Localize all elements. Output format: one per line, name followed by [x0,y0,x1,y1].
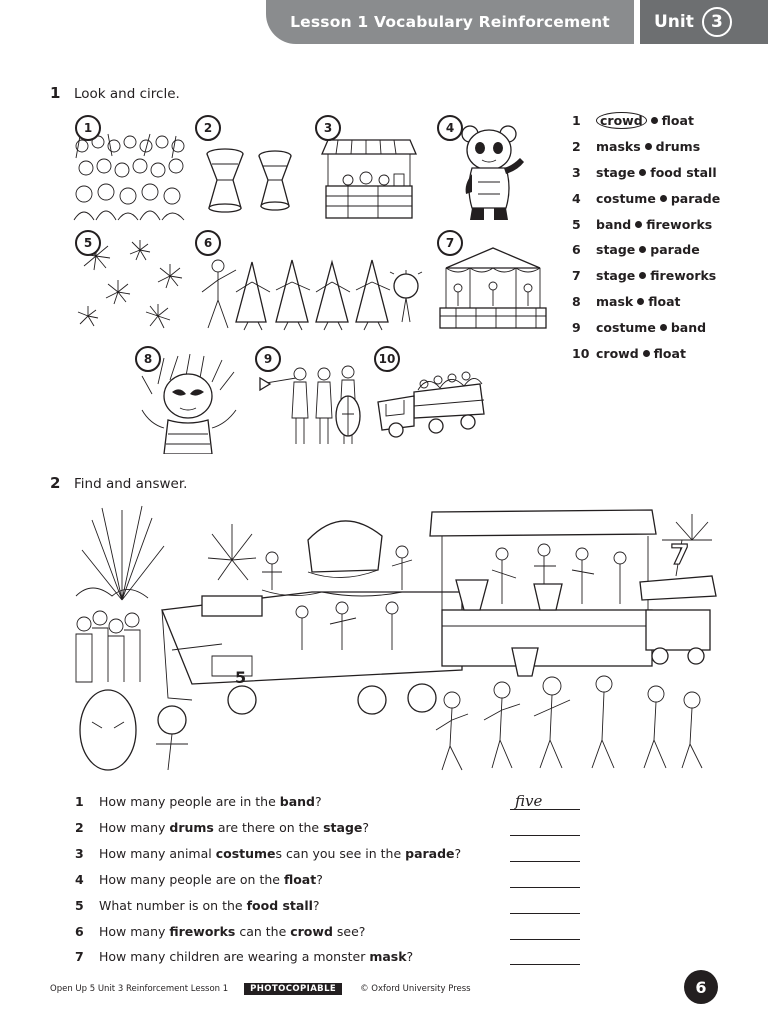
question-text [99,820,369,835]
bullet-dot [645,143,652,150]
keyword: band [279,793,315,809]
question-fragment: How many people are in the [99,793,280,809]
carnival-scene-picture [72,500,720,776]
parade-picture [196,252,424,332]
word-choice-row [572,185,762,211]
exercise-1-instruction: Look and circle. [74,86,180,102]
question-number: 3 [75,845,84,861]
question-number: 2 [75,819,84,835]
word-option-a[interactable]: crowd [596,345,639,361]
question-row [75,790,595,812]
question-fragment: can the [235,923,291,939]
answer-text: five [515,792,543,810]
answer-line[interactable] [510,835,580,836]
word-option-b[interactable]: food stall [650,164,717,180]
word-choice-row [572,211,762,237]
word-option-b[interactable]: float [653,345,686,361]
word-choice-row [572,134,762,160]
footer-book-info: Open Up 5 Unit 3 Reinforcement Lesson 1 [50,984,229,994]
word-option-b[interactable]: parade [670,190,721,206]
word-choice-number: 2 [572,139,581,155]
picture-number-4: 4 [437,115,463,141]
word-choice-number: 8 [572,293,581,309]
exercise-2-number: 2 [50,474,61,492]
picture-number-3: 3 [315,115,341,141]
picture-number-5: 5 [75,230,101,256]
word-choice-number: 6 [572,242,581,258]
word-option-a[interactable]: stage [596,268,636,284]
bullet-dot [639,169,646,176]
picture-number-10: 10 [374,346,400,372]
question-fragment: How many children are wearing a monster [99,948,370,964]
bullet-dot [637,298,644,305]
panda-costume-picture [460,124,526,222]
question-fragment: How many people are on the [99,871,284,887]
stall-number-label: 7 [670,538,690,571]
question-fragment: ? [454,845,462,861]
footer-publisher: © Oxford University Press [360,984,471,994]
unit-label: Unit [654,12,694,32]
keyword: crowd [290,923,333,939]
question-fragment: ? [406,948,414,964]
question-number: 6 [75,923,84,939]
word-choice-row [572,237,762,263]
word-option-a[interactable]: crowd [596,112,647,129]
question-row [75,945,595,967]
question-number: 5 [75,897,84,913]
keyword: costume [215,845,276,861]
question-number: 1 [75,793,84,809]
question-fragment: How many [99,819,170,835]
lesson-title: Lesson 1 Vocabulary Reinforcement [290,13,610,31]
word-choice-number: 7 [572,268,581,284]
word-option-b[interactable]: fireworks [646,216,713,232]
drums-picture [200,146,300,216]
exercise-2-instruction: Find and answer. [74,476,188,492]
photocopiable-badge: PHOTOCOPIABLE [244,983,342,995]
word-option-a[interactable]: masks [596,139,641,155]
unit-banner [640,0,768,44]
word-option-a[interactable]: stage [596,164,636,180]
band-picture [256,364,368,448]
question-fragment: ? [316,871,323,887]
question-number: 4 [75,871,84,887]
keyword: mask [369,948,407,964]
keyword: parade [405,845,455,861]
question-fragment: see? [332,923,366,939]
word-choice-row [572,263,762,289]
question-text [99,846,461,861]
keyword: fireworks [169,923,236,939]
bullet-dot [643,350,650,357]
picture-number-8: 8 [135,346,161,372]
question-text [99,949,413,964]
question-fragment: ? [315,793,322,809]
word-choice-row [572,314,762,340]
keyword: stage [323,819,363,835]
word-choice-row [572,340,762,366]
picture-number-6: 6 [195,230,221,256]
picture-number-2: 2 [195,115,221,141]
question-text [99,924,365,939]
word-option-b[interactable]: drums [655,139,701,155]
question-fragment: How many animal [99,845,216,861]
answer-line[interactable] [510,861,580,862]
question-fragment: How many [99,923,170,939]
word-choice-number: 4 [572,190,581,206]
question-fragment: are there on the [213,819,324,835]
word-choice-number: 5 [572,216,581,232]
question-text [99,794,322,809]
crowd-picture [72,132,190,222]
word-option-b[interactable]: fireworks [650,268,717,284]
exercise-1-number: 1 [50,84,61,102]
question-row [75,920,595,942]
question-row [75,842,595,864]
word-choice-number: 9 [572,319,581,335]
word-option-b[interactable]: float [661,113,694,129]
question-row [75,816,595,838]
bullet-dot [639,272,646,279]
word-option-a[interactable]: mask [596,293,634,309]
unit-number: 3 [702,7,732,37]
word-option-a[interactable]: costume [596,319,656,335]
picture-number-7: 7 [437,230,463,256]
word-option-a[interactable]: stage [596,242,636,258]
food-stall-picture [318,136,420,222]
stage-picture [436,246,550,332]
keyword: food stall [246,897,313,913]
word-option-a[interactable]: costume [596,190,656,206]
answer-line[interactable] [510,939,580,940]
word-option-a[interactable]: band [596,216,632,232]
question-text [99,898,320,913]
word-choice-number: 10 [572,345,590,361]
footer [50,983,471,995]
exercise-1-heading [50,84,180,102]
picture-number-1: 1 [75,115,101,141]
float-picture [374,370,486,440]
word-choice-list [572,108,762,366]
word-choice-row [572,108,762,134]
bullet-dot [639,246,646,253]
question-number: 7 [75,948,84,964]
lesson-title-banner [266,0,634,44]
bullet-dot [651,117,658,124]
keyword: drums [169,819,214,835]
answer-line[interactable] [510,964,580,965]
question-row [75,894,595,916]
answer-line[interactable] [510,887,580,888]
exercise-2-heading [50,474,187,492]
keyword: float [283,871,317,887]
question-fragment: What number is on the [99,897,247,913]
word-choice-number: 1 [572,113,581,129]
word-option-b[interactable]: float [648,293,681,309]
float-number-label: 5 [235,668,247,687]
page-number: 6 [684,970,718,1004]
question-fragment: s can you see in the [275,845,406,861]
word-option-b[interactable]: band [670,319,707,335]
bullet-dot [660,324,667,331]
question-fragment: ? [362,819,370,835]
question-row [75,868,595,890]
picture-number-9: 9 [255,346,281,372]
question-fragment: ? [312,897,320,913]
word-choice-number: 3 [572,164,581,180]
answer-line[interactable] [510,913,580,914]
bullet-dot [660,195,667,202]
word-option-b[interactable]: parade [650,242,700,258]
question-text [99,872,323,887]
bullet-dot [635,221,642,228]
word-choice-row [572,289,762,315]
word-choice-row [572,160,762,186]
